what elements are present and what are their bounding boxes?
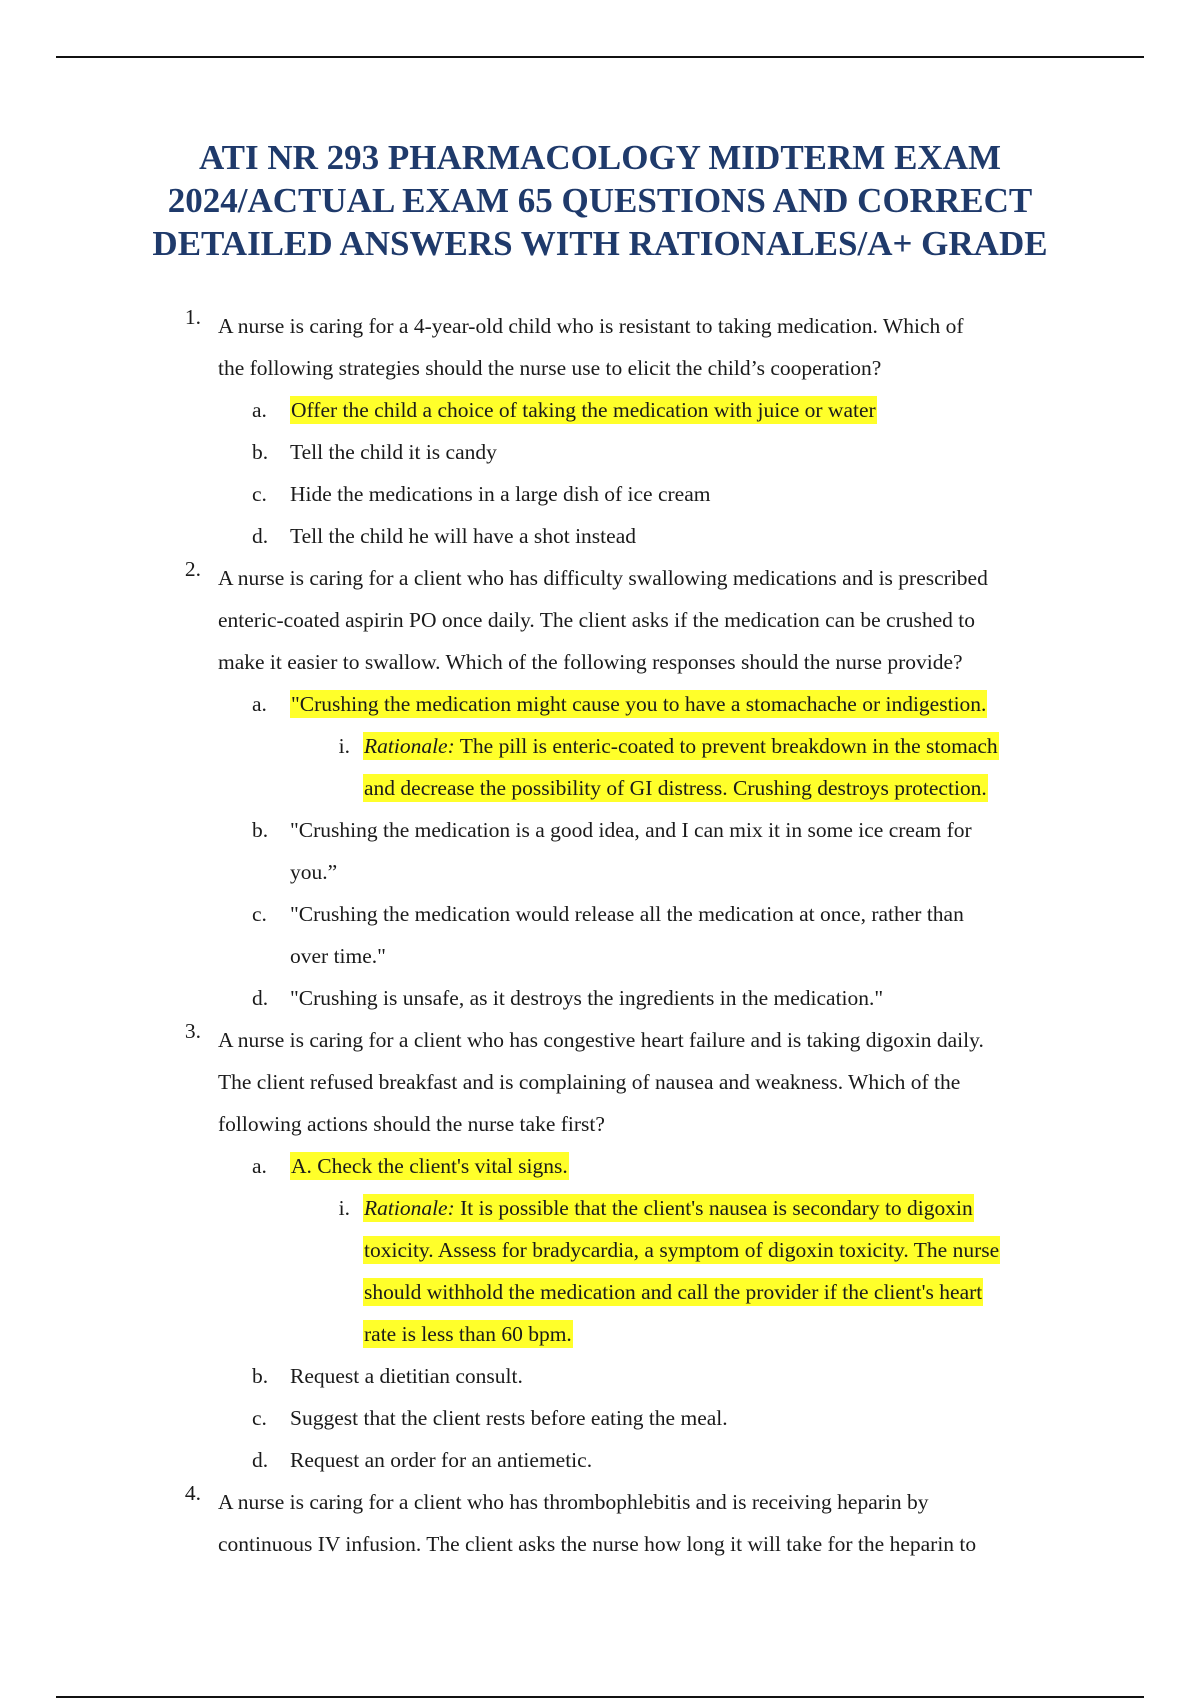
- option-letter: a.: [252, 692, 267, 716]
- question-text: A nurse is caring for a client who has congestive heart failure and is taking digoxin daily.: [218, 1028, 984, 1052]
- rationale-continued: [0, 1271, 1200, 1313]
- correct-answer-highlight: A. Check the client's vital signs.: [291, 1154, 568, 1178]
- option-letter: d.: [252, 1448, 269, 1472]
- question-3: [0, 1019, 1200, 1481]
- bottom-rule: [56, 1696, 1144, 1698]
- option-text: Hide the medications in a large dish of ice cream: [290, 482, 711, 506]
- option-c: [0, 473, 1200, 515]
- option-text: Tell the child he will have a shot instead: [290, 524, 636, 548]
- option-text: Request an order for an antiemetic.: [290, 1448, 593, 1472]
- question-text: enteric-coated aspirin PO once daily. The client asks if the medication can be crushed to: [218, 608, 976, 632]
- option-a: [0, 1145, 1200, 1187]
- option-d: [0, 1439, 1200, 1481]
- option-d: [0, 515, 1200, 557]
- document-title: [100, 136, 1100, 265]
- rationale-number: i.: [338, 1196, 350, 1220]
- rationale-text: and decrease the possibility of GI distress. Crushing destroys protection.: [364, 776, 987, 800]
- option-letter: b.: [252, 440, 269, 464]
- option-letter: d.: [252, 524, 269, 548]
- title-line: 2024/ACTUAL EXAM 65 QUESTIONS AND CORRECT: [167, 181, 1033, 220]
- question-text: A nurse is caring for a 4-year-old child who is resistant to taking medication. Which of: [218, 314, 964, 338]
- option-letter: a.: [252, 398, 267, 422]
- option-text: Tell the child it is candy: [290, 440, 497, 464]
- question-text: continuous IV infusion. The client asks the nurse how long it will take for the heparin to: [218, 1532, 977, 1556]
- option-c: [0, 893, 1200, 977]
- correct-answer-highlight: Offer the child a choice of taking the medication with juice or water: [291, 398, 876, 422]
- option-text: over time.": [290, 944, 386, 968]
- rationale-continued: [0, 1313, 1200, 1355]
- question-text: A nurse is caring for a client who has thrombophlebitis and is receiving heparin by: [218, 1490, 929, 1514]
- question-1: [0, 305, 1200, 557]
- rationale-text: toxicity. Assess for bradycardia, a symptom of digoxin toxicity. The nurse: [364, 1238, 1000, 1262]
- question-number: 2.: [184, 557, 201, 581]
- option-letter: c.: [252, 1406, 267, 1430]
- question-list: [0, 305, 1200, 1565]
- rationale: [0, 1187, 1200, 1229]
- question-text: following actions should the nurse take first?: [218, 1112, 605, 1136]
- question-text: the following strategies should the nurse use to elicit the child’s cooperation?: [218, 356, 882, 380]
- rationale-text: should withhold the medication and call the provider if the client's heart: [364, 1280, 983, 1304]
- rationale-label: Rationale:: [364, 734, 455, 758]
- title-line: ATI NR 293 PHARMACOLOGY MIDTERM EXAM: [198, 138, 1002, 177]
- option-letter: d.: [252, 986, 269, 1010]
- rationale: [0, 725, 1200, 767]
- rationale-continued: [0, 1229, 1200, 1271]
- option-text: Request a dietitian consult.: [290, 1364, 523, 1388]
- option-b: [0, 809, 1200, 893]
- question-text: make it easier to swallow. Which of the following responses should the nurse provide?: [218, 650, 963, 674]
- rationale-number: i.: [338, 734, 350, 758]
- option-letter: c.: [252, 482, 267, 506]
- option-text: "Crushing the medication is a good idea, and I can mix it in some ice cream for: [290, 818, 972, 842]
- option-b: [0, 431, 1200, 473]
- option-a: [0, 389, 1200, 431]
- question-text: A nurse is caring for a client who has difficulty swallowing medications and is prescribed: [218, 566, 988, 590]
- question-number: 3.: [184, 1019, 201, 1043]
- top-rule: [56, 56, 1144, 58]
- question-number: 1.: [184, 305, 201, 329]
- option-letter: a.: [252, 1154, 267, 1178]
- option-text: "Crushing is unsafe, as it destroys the ingredients in the medication.": [290, 986, 884, 1010]
- option-letter: b.: [252, 818, 269, 842]
- option-a: [0, 683, 1200, 725]
- option-letter: c.: [252, 902, 267, 926]
- question-text: The client refused breakfast and is complaining of nausea and weakness. Which of the: [218, 1070, 961, 1094]
- option-letter: b.: [252, 1364, 269, 1388]
- question-4: [0, 1481, 1200, 1565]
- option-text: you.”: [290, 860, 338, 884]
- title-line: DETAILED ANSWERS WITH RATIONALES/A+ GRADE: [152, 224, 1048, 263]
- option-c: [0, 1397, 1200, 1439]
- rationale-text: The pill is enteric-coated to prevent breakdown in the stomach: [459, 734, 998, 758]
- rationale-label: Rationale:: [364, 1196, 455, 1220]
- question-number: 4.: [184, 1481, 201, 1505]
- rationale-text: It is possible that the client's nausea is secondary to digoxin: [460, 1196, 973, 1220]
- option-d: [0, 977, 1200, 1019]
- question-2: [0, 557, 1200, 1019]
- rationale-continued: [0, 767, 1200, 809]
- option-text: "Crushing the medication would release all the medication at once, rather than: [290, 902, 964, 926]
- rationale-text: rate is less than 60 bpm.: [364, 1322, 572, 1346]
- option-b: [0, 1355, 1200, 1397]
- correct-answer-highlight: "Crushing the medication might cause you to have a stomachache or indigestion.: [291, 692, 987, 716]
- option-text: Suggest that the client rests before eating the meal.: [290, 1406, 728, 1430]
